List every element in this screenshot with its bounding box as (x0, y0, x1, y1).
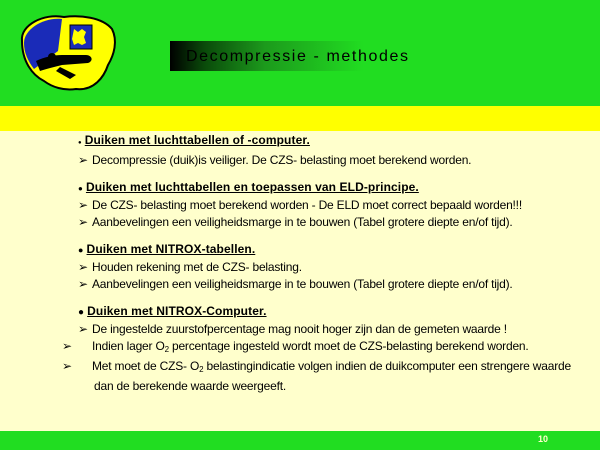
arrow-bullet-icon: ➢ (62, 339, 72, 353)
list-item-text: Met moet de CZS- O (92, 359, 200, 373)
section-heading (78, 241, 593, 259)
list-item (62, 338, 593, 358)
bullet-icon: ● (78, 184, 83, 193)
section-heading (78, 303, 593, 321)
page-number: 10 (538, 434, 549, 444)
list-item-text: Decompressie (duik)is veiliger. De CZS- belasting moet berekend worden. (92, 153, 472, 167)
list-item-text: Aanbevelingen een veiligheidsmarge in te bouwen (Tabel grotere diepte en/of tijd). (92, 277, 513, 291)
accent-band (0, 106, 600, 131)
section-heading-text: Duiken met luchttabellen en toepassen van ELD-principe. (85, 180, 419, 194)
subscript-text: 2 (199, 365, 204, 374)
slide-content (62, 130, 593, 395)
list-item (78, 197, 593, 214)
list-item-text: De CZS- belasting moet berekend worden - De ELD moet correct bepaald worden!!! (92, 198, 522, 212)
list-item (78, 259, 593, 276)
list-item-text: Indien lager O (92, 339, 165, 353)
list-item (78, 214, 593, 231)
list-item-text: De ingestelde zuurstofpercentage mag nooit hoger zijn dan de gemeten waarde ! (92, 322, 507, 336)
club-logo-icon (14, 11, 120, 95)
subscript-text: 2 (164, 345, 169, 354)
bullet-icon: ● (78, 307, 85, 318)
bullet-icon: ● (78, 140, 82, 146)
section-4 (62, 303, 593, 395)
arrow-bullet-icon: ➢ (78, 215, 88, 229)
list-item-text: belastingindicatie volgen indien de duikcomputer een strengere waarde dan de berekende waarde weergeeft. (94, 359, 571, 393)
list-item (78, 276, 593, 293)
section-2 (78, 179, 593, 231)
section-heading-text: Duiken met NITROX-tabellen. (86, 242, 256, 256)
footer-band (0, 431, 600, 450)
section-heading (78, 179, 593, 197)
arrow-bullet-icon: ➢ (62, 359, 72, 373)
section-3 (78, 241, 593, 293)
arrow-bullet-icon: ➢ (78, 153, 88, 167)
list-item-text: percentage ingesteld wordt moet de CZS-belasting berekend worden. (168, 339, 529, 353)
list-item-text: Houden rekening met de CZS- belasting. (92, 260, 302, 274)
slide-title: Decompressie - methodes (186, 48, 410, 65)
list-item (62, 358, 593, 395)
bullet-icon: ● (78, 245, 84, 255)
section-heading-text: Duiken met NITROX-Computer. (87, 304, 267, 318)
list-item (78, 152, 593, 169)
arrow-bullet-icon: ➢ (78, 198, 88, 212)
section-1 (78, 132, 593, 169)
arrow-bullet-icon: ➢ (78, 322, 88, 336)
section-heading-text: Duiken met luchttabellen of -computer. (84, 133, 310, 147)
arrow-bullet-icon: ➢ (78, 260, 88, 274)
arrow-bullet-icon: ➢ (78, 277, 88, 291)
list-item-text: Aanbevelingen een veiligheidsmarge in te bouwen (Tabel grotere diepte en/of tijd). (92, 215, 513, 229)
list-item (78, 321, 593, 338)
section-heading (78, 132, 593, 152)
